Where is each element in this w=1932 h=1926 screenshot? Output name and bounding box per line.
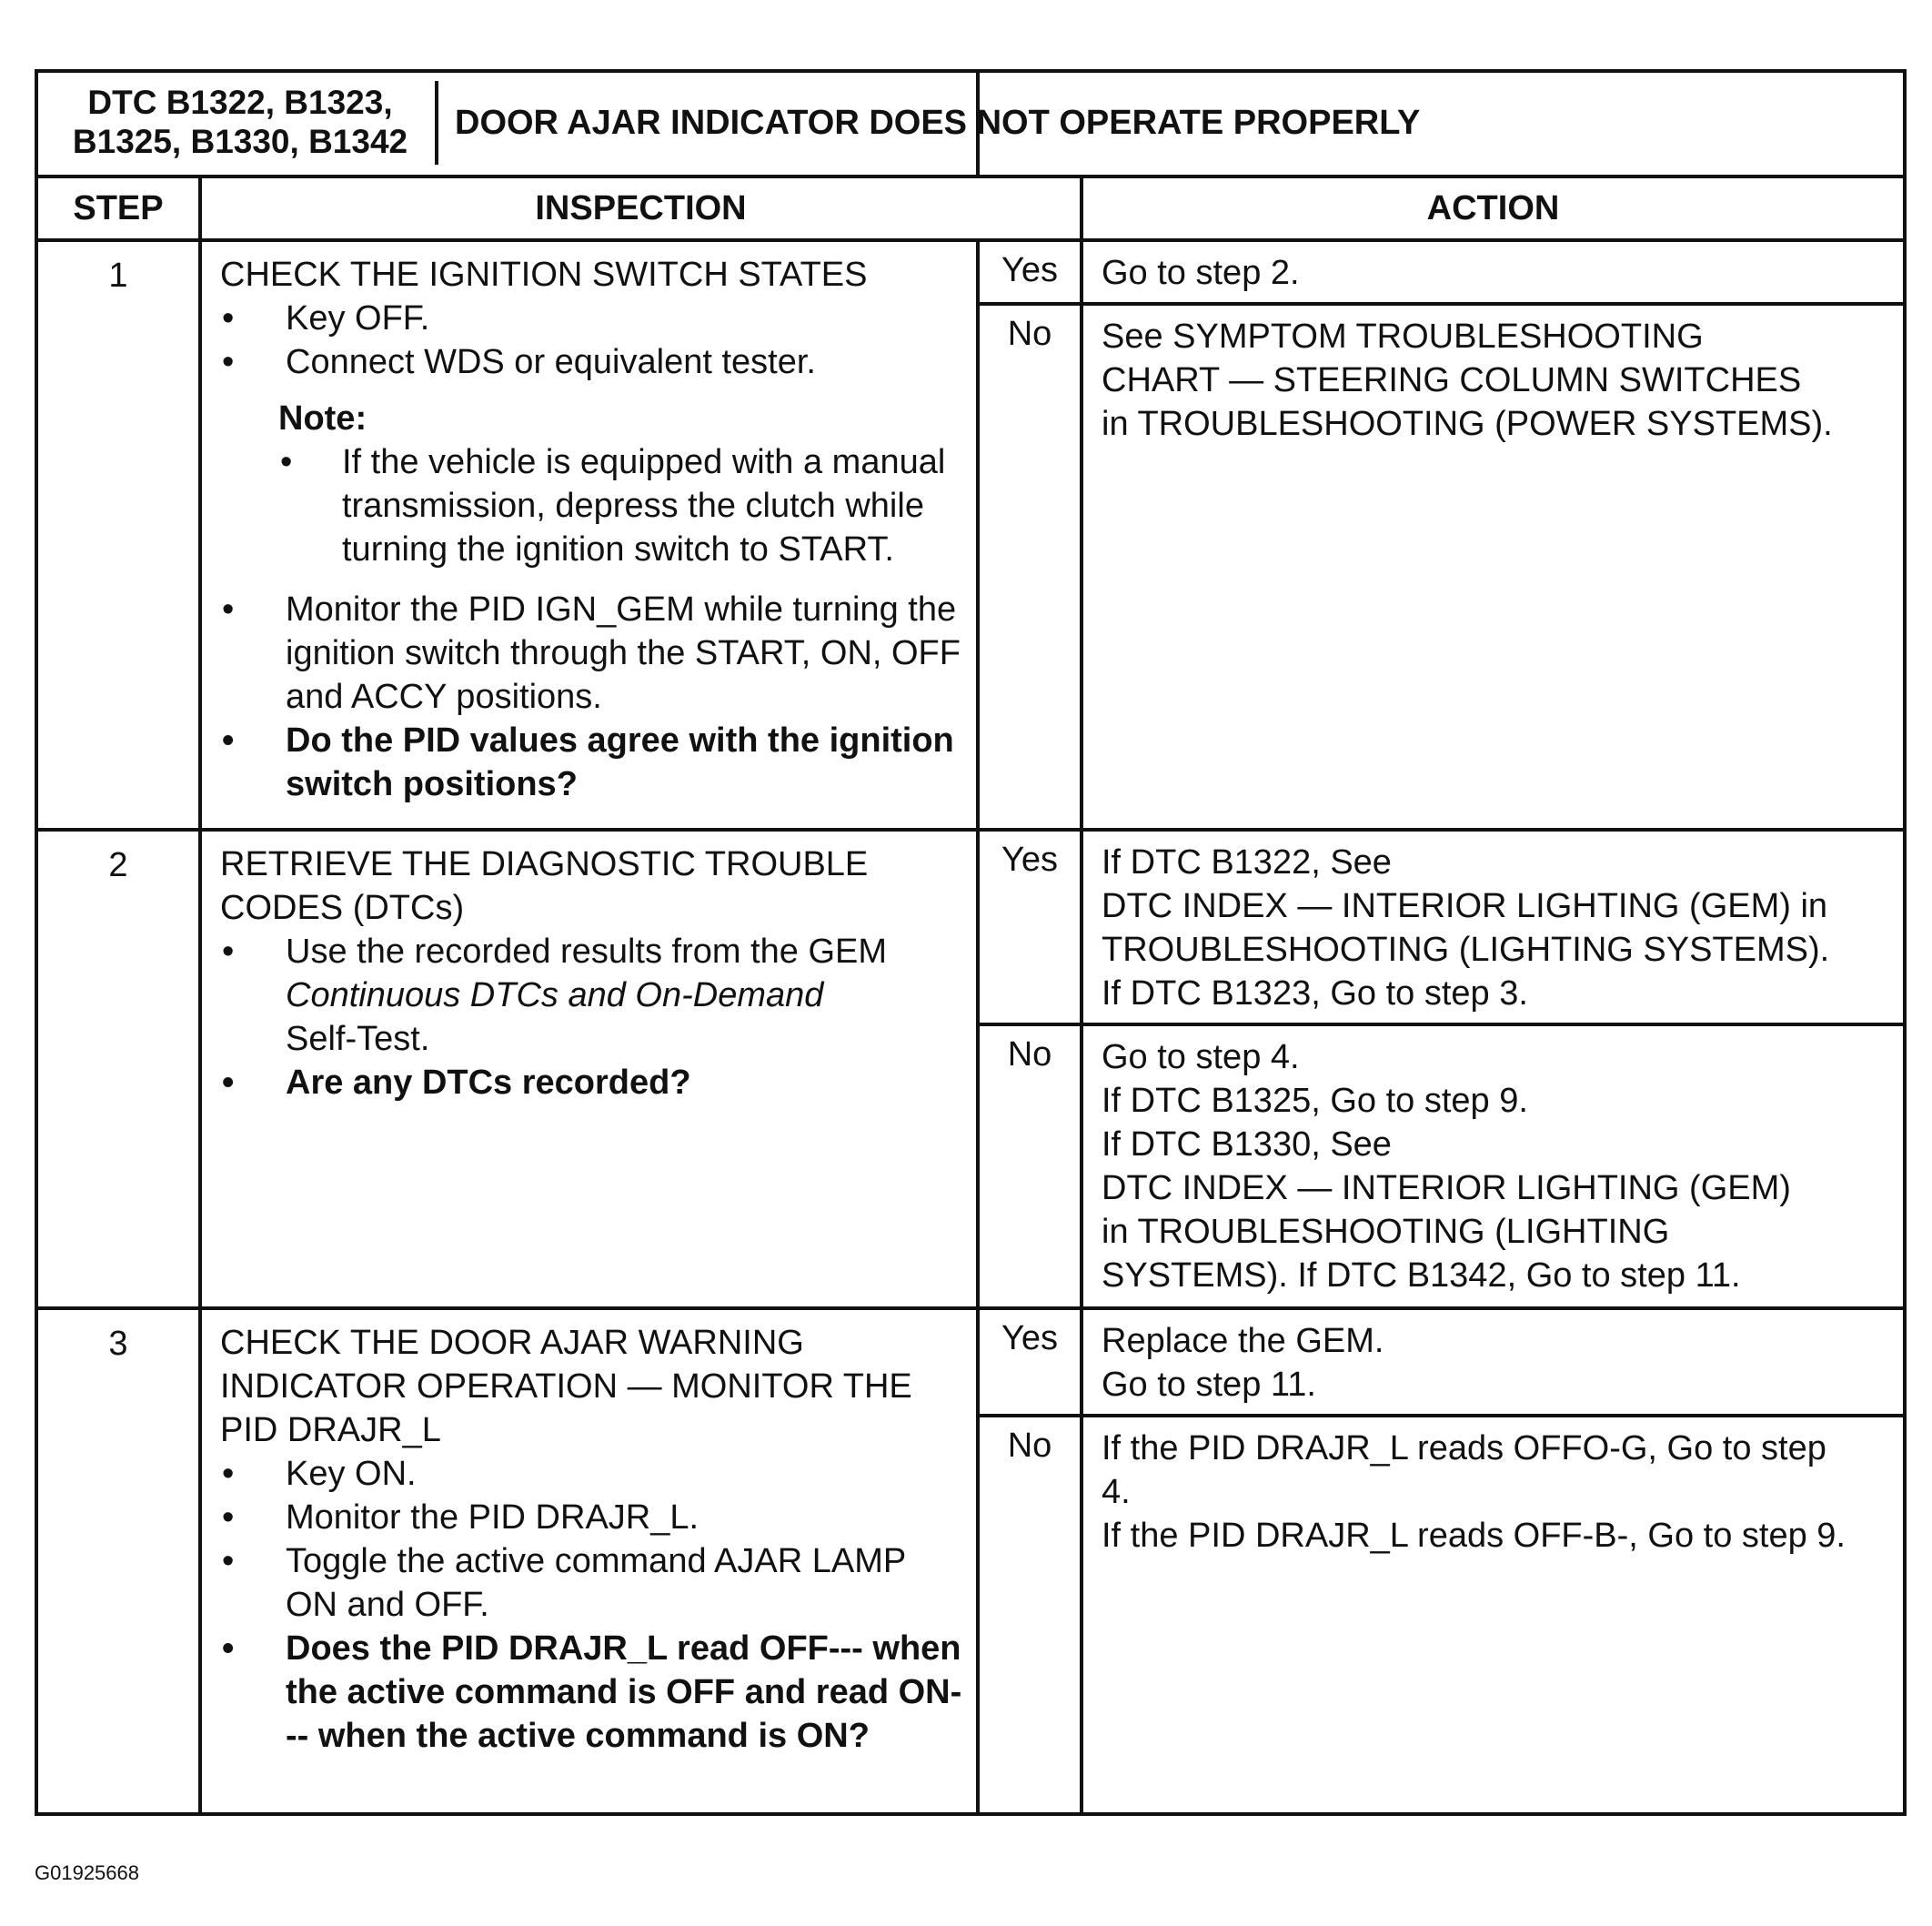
step-2-yes-action-line-4: If DTC B1323, Go to step 3. <box>1102 974 1528 1013</box>
step-1-note <box>220 397 963 571</box>
step-3-bullet-monitor: • Monitor the PID DRAJR_L. <box>220 1496 963 1539</box>
step-2-bullet-use-results <box>220 930 963 1061</box>
step-3-no-label: No <box>978 1416 1082 1814</box>
step-1-yes-label: Yes <box>978 240 1082 304</box>
figure-id: G01925668 <box>35 1861 139 1884</box>
step-1-yes-action <box>1082 240 1905 304</box>
step-1-bullet-key-off: • Key OFF. <box>220 297 963 340</box>
step-1-bullet-connect-tester: • Connect WDS or equivalent tester. <box>220 340 963 384</box>
step-2-no-action-line-3: If DTC B1330, See <box>1102 1125 1392 1164</box>
step-2-yes-action <box>1082 830 1905 1024</box>
step-2-no-label: No <box>978 1024 1082 1308</box>
step-1-note-bullets <box>278 440 963 571</box>
step-3-inspection <box>200 1308 978 1814</box>
step-3-no-action-line-1: If the PID DRAJR_L reads OFFO-G, Go to step <box>1102 1429 1826 1467</box>
step-3-bullet-toggle: • Toggle the active command AJAR LAMP ON and OFF. <box>220 1539 963 1627</box>
page-title: DOOR AJAR INDICATOR DOES NOT OPERATE PROPERLY <box>455 103 1421 142</box>
title-row <box>36 71 1905 176</box>
step-1-yes-action-line: Go to step 2. <box>1102 254 1300 292</box>
step-1-note-bullet: • If the vehicle is equipped with a manual transmission, depress the clutch while turning the ignition switch to START. <box>278 440 963 571</box>
step-2-no-action-line-6: SYSTEMS). If DTC B1342, Go to step 11. <box>1102 1256 1741 1295</box>
step-2-bullet-italic: Continuous DTCs and On-Demand <box>286 976 824 1014</box>
step-2-yes-row <box>36 830 1905 1024</box>
step-1-bullets-a <box>220 297 963 384</box>
step-2-no-action-line-4: DTC INDEX — INTERIOR LIGHTING (GEM) <box>1102 1169 1791 1207</box>
step-2-inspection <box>200 830 978 1308</box>
step-3-yes-action <box>1082 1308 1905 1416</box>
step-1-no-action-line-1: See SYMPTOM TROUBLESHOOTING <box>1102 318 1704 356</box>
step-1-heading: CHECK THE IGNITION SWITCH STATES <box>220 256 868 294</box>
step-1-question: • Do the PID values agree with the ignition switch positions? <box>220 719 963 806</box>
step-3-question: • Does the PID DRAJR_L read OFF--- when the active command is OFF and read ON--- when the active command is ON? <box>220 1627 963 1758</box>
step-2-no-action-line-1: Go to step 4. <box>1102 1038 1300 1076</box>
step-1-no-action <box>1082 304 1905 830</box>
step-3-no-action-line-3: If the PID DRAJR_L reads OFF-B-, Go to step 9. <box>1102 1517 1846 1555</box>
step-3-yes-action-line-2: Go to step 11. <box>1102 1366 1316 1404</box>
step-2-bullet-text-2: Self-Test. <box>286 1020 430 1058</box>
step-1-note-label: Note: <box>278 399 367 438</box>
step-1-bullet-monitor: • Monitor the PID IGN_GEM while turning the ignition switch through the START, ON, OFF and ACCY positions. <box>220 588 963 719</box>
step-1-bullets-b <box>220 588 963 806</box>
step-2-bullets <box>220 930 963 1104</box>
step-2-yes-action-line-3: TROUBLESHOOTING (LIGHTING SYSTEMS). <box>1102 931 1830 969</box>
step-1-yes-row <box>36 240 1905 304</box>
step-2-no-action <box>1082 1024 1905 1308</box>
step-1-no-label: No <box>978 304 1082 830</box>
step-3-no-action-line-2: 4. <box>1102 1473 1131 1511</box>
step-1-number: 1 <box>36 240 200 830</box>
step-3-yes-label: Yes <box>978 1308 1082 1416</box>
step-2-no-action-line-2: If DTC B1325, Go to step 9. <box>1102 1082 1528 1120</box>
step-1-no-action-line-2: CHART — STEERING COLUMN SWITCHES <box>1102 361 1802 399</box>
dtc-codes <box>45 81 437 165</box>
column-header-row <box>36 176 1905 240</box>
step-1-inspection <box>200 240 978 830</box>
dtc-codes-line1: DTC B1322, B1323, <box>87 84 393 121</box>
step-3-no-action <box>1082 1416 1905 1814</box>
step-3-yes-action-line-1: Replace the GEM. <box>1102 1322 1384 1360</box>
diagnostic-table <box>35 69 1907 1816</box>
step-1-no-action-line-3: in TROUBLESHOOTING (POWER SYSTEMS). <box>1102 405 1833 443</box>
step-2-bullet-text-1: Use the recorded results from the GEM <box>286 933 888 971</box>
dtc-codes-line2: B1325, B1330, B1342 <box>72 123 408 160</box>
step-2-question: • Are any DTCs recorded? <box>220 1061 963 1104</box>
dtc-inner <box>45 81 1421 165</box>
column-header-inspection: INSPECTION <box>200 176 1082 240</box>
column-header-action: ACTION <box>1082 176 1905 240</box>
step-3-yes-row <box>36 1308 1905 1416</box>
step-3-number: 3 <box>36 1308 200 1814</box>
step-2-number: 2 <box>36 830 200 1308</box>
step-3-bullets <box>220 1452 963 1758</box>
step-3-bullet-key-on: • Key ON. <box>220 1452 963 1496</box>
step-2-yes-action-line-2: DTC INDEX — INTERIOR LIGHTING (GEM) in <box>1102 887 1828 925</box>
column-header-step: STEP <box>36 176 200 240</box>
step-2-heading: RETRIEVE THE DIAGNOSTIC TROUBLE CODES (DTCs) <box>220 845 869 927</box>
step-2-no-action-line-5: in TROUBLESHOOTING (LIGHTING <box>1102 1213 1670 1251</box>
step-3-heading: CHECK THE DOOR AJAR WARNING INDICATOR OPERATION — MONITOR THE PID DRAJR_L <box>220 1324 912 1449</box>
dtc-codes-cell <box>36 71 1421 176</box>
step-2-yes-label: Yes <box>978 830 1082 1024</box>
step-2-yes-action-line-1: If DTC B1322, See <box>1102 843 1392 882</box>
diagnostic-table-sheet <box>35 69 1903 1816</box>
